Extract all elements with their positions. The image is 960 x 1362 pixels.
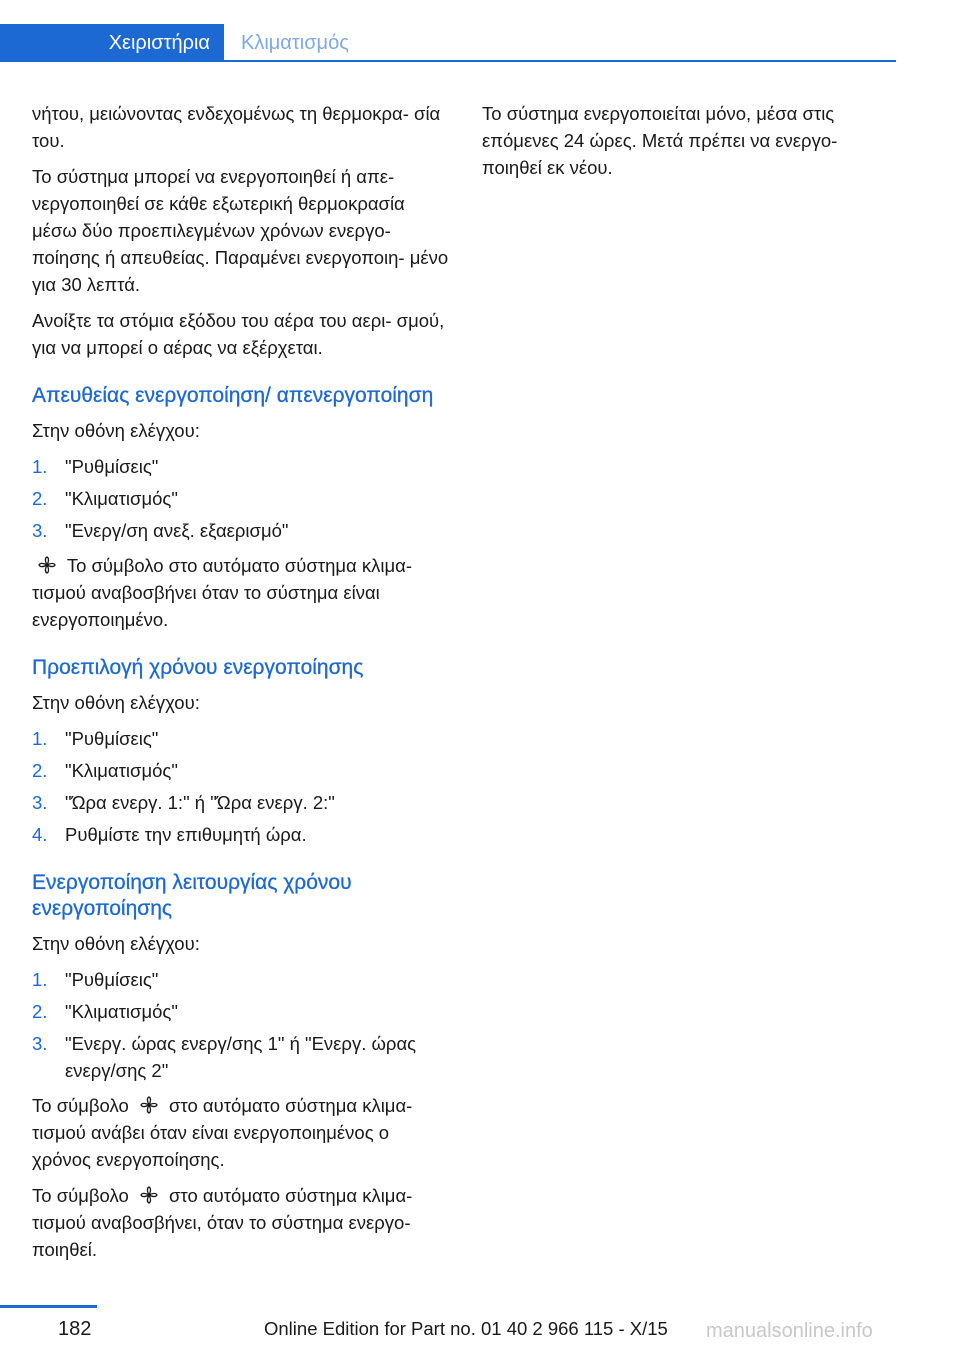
- note-paragraph: [32, 1182, 452, 1263]
- note-paragraph: [32, 1092, 452, 1173]
- ventilation-fan-icon: [138, 1185, 160, 1205]
- paragraph: νήτου, μειώνοντας ενδεχομένως τη θερμοκρα‐ σία του.: [32, 103, 441, 151]
- step-number: 1.: [32, 456, 48, 477]
- steps-list: [32, 453, 452, 544]
- list-item: [32, 725, 452, 752]
- header-tab-controls[interactable]: Χειριστήρια: [0, 24, 224, 62]
- step-text: "Ενεργ. ώρας ενεργ/σης 1" ή "Ενεργ. ώρας ενεργ/σης 2": [65, 1033, 417, 1081]
- step-text: "Ώρα ενεργ. 1:" ή "Ώρα ενεργ. 2:": [65, 792, 335, 813]
- step-number: 3.: [32, 792, 48, 813]
- list-item: [32, 789, 452, 816]
- header-tab-climate[interactable]: Κλιματισμός: [241, 31, 349, 54]
- step-text: "Κλιματισμός": [65, 1001, 178, 1022]
- list-item: [32, 821, 452, 848]
- list-item: [32, 757, 452, 784]
- list-item: [32, 1030, 452, 1084]
- step-number: 3.: [32, 520, 48, 541]
- list-item: [32, 453, 452, 480]
- list-item: [32, 998, 452, 1025]
- note-text: Το σύμβολο στο αυτόματο σύστημα κλιμα‐ τισμού αναβοσβήνει όταν το σύστημα είναι ενεργοποιημένο.: [32, 555, 412, 630]
- paragraph: Ανοίξτε τα στόμια εξόδου του αέρα του αερι‐ σμού, για να μπορεί ο αέρας να εξέρχεται.: [32, 310, 445, 358]
- step-number: 2.: [32, 760, 48, 781]
- step-number: 3.: [32, 1033, 48, 1054]
- section-intro: Στην οθόνη ελέγχου:: [32, 692, 200, 713]
- step-number: 1.: [32, 728, 48, 749]
- right-column: [482, 100, 902, 190]
- page-number: 182: [58, 1318, 92, 1340]
- step-text: "Κλιματισμός": [65, 488, 178, 509]
- list-item: [32, 485, 452, 512]
- list-item: [32, 966, 452, 993]
- section-intro: Στην οθόνη ελέγχου:: [32, 933, 200, 954]
- step-number: 2.: [32, 488, 48, 509]
- edition-note: Online Edition for Part no. 01 40 2 966 115 - X/15: [264, 1318, 668, 1339]
- steps-list: [32, 966, 452, 1084]
- step-text: "Ρυθμίσεις": [65, 728, 159, 749]
- step-text: "Ενεργ/ση ανεξ. εξαερισμό": [65, 520, 289, 541]
- section-heading-activation-timer: Ενεργοποίηση λειτουργίας χρόνου ενεργοποίησης: [32, 871, 352, 920]
- note-text: Το σύμβολο: [32, 1185, 129, 1206]
- step-number: 4.: [32, 824, 48, 845]
- section-intro: Στην οθόνη ελέγχου:: [32, 420, 200, 441]
- step-text: "Κλιματισμός": [65, 760, 178, 781]
- step-text: "Ρυθμίσεις": [65, 969, 159, 990]
- paragraph: Το σύστημα ενεργοποιείται μόνο, μέσα στις επόμενες 24 ώρες. Μετά πρέπει να ενεργο‐ ποιηθεί εκ νέου.: [482, 103, 838, 178]
- note-text: στο αυτόματο σύστημα κλιμα‐ τισμού ανάβει όταν είναι ενεργοποιημένος ο χρόνος ενεργοποίησης.: [32, 1095, 413, 1170]
- step-number: 2.: [32, 1001, 48, 1022]
- ventilation-fan-icon: [138, 1095, 160, 1115]
- page-header: [0, 0, 960, 62]
- note-text: στο αυτόματο σύστημα κλιμα‐ τισμού αναβοσβήνει, όταν το σύστημα ενεργο‐ ποιηθεί.: [32, 1185, 413, 1260]
- watermark: manualsonline.info: [706, 1320, 873, 1342]
- list-item: [32, 517, 452, 544]
- step-number: 1.: [32, 969, 48, 990]
- steps-list: [32, 725, 452, 848]
- note-paragraph: [32, 552, 452, 633]
- footer-rule: [0, 1305, 97, 1308]
- section-heading-direct-activation: Απευθείας ενεργοποίηση/ απενεργοποίηση: [32, 384, 434, 407]
- left-column: [32, 100, 452, 1272]
- step-text: "Ρυθμίσεις": [65, 456, 159, 477]
- paragraph: Το σύστημα μπορεί να ενεργοποιηθεί ή απε‐ νεργοποιηθεί σε κάθε εξωτερική θερμοκρασία μέσω δύο προεπιλεγμένων χρόνων ενεργο‐ ποίησης ή απευθείας. Παραμένει ενεργοποιη‐ μένο για 30 λεπτά.: [32, 166, 449, 295]
- step-text: Ρυθμίστε την επιθυμητή ώρα.: [65, 824, 307, 845]
- note-text: Το σύμβολο: [32, 1095, 129, 1116]
- section-heading-preset-time: Προεπιλογή χρόνου ενεργοποίησης: [32, 656, 364, 679]
- ventilation-fan-icon: [36, 555, 58, 575]
- header-rule: [224, 60, 896, 62]
